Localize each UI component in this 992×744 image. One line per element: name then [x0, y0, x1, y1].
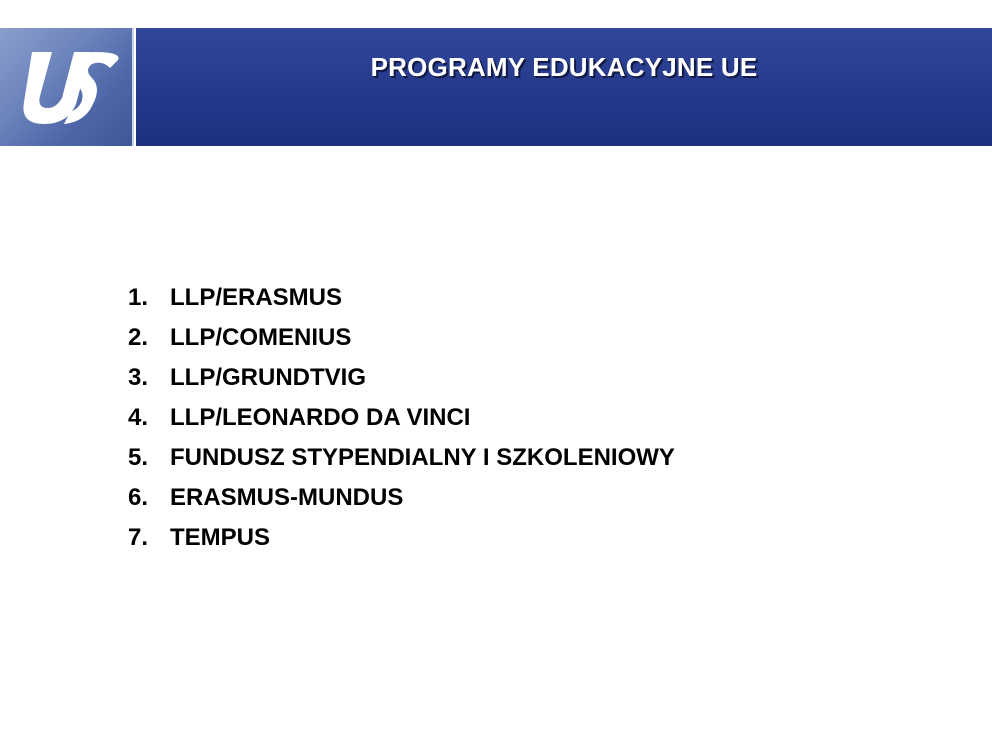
- list-item-number: 2.: [128, 324, 149, 351]
- slide-header: [0, 28, 992, 146]
- list-item: [128, 444, 675, 484]
- list-item: [128, 404, 675, 444]
- university-logo-icon: [6, 46, 124, 128]
- list-item-number: 4.: [128, 404, 149, 431]
- list-item: [128, 284, 675, 324]
- list-item-label: LLP/LEONARDO DA VINCI: [170, 404, 471, 431]
- list-item-label: FUNDUSZ STYPENDIALNY I SZKOLENIOWY: [170, 444, 675, 471]
- list-item-label: LLP/ERASMUS: [170, 284, 343, 311]
- logo: [0, 28, 134, 146]
- list-item-number: 5.: [128, 444, 149, 471]
- title-bar: [136, 28, 992, 146]
- list-item-number: 7.: [128, 524, 149, 551]
- list-item-number: 1.: [128, 284, 149, 311]
- program-list: [128, 284, 675, 564]
- list-item-label: ERASMUS-MUNDUS: [170, 484, 404, 511]
- list-item: [128, 524, 675, 564]
- list-item: [128, 364, 675, 404]
- list-item-number: 3.: [128, 364, 149, 391]
- list-item: [128, 484, 675, 524]
- list-item-number: 6.: [128, 484, 149, 511]
- list-item: [128, 324, 675, 364]
- page-title: PROGRAMY EDUKACYJNE UE: [370, 52, 758, 82]
- list-item-label: TEMPUS: [170, 524, 271, 551]
- list-item-label: LLP/COMENIUS: [170, 324, 352, 351]
- list-item-label: LLP/GRUNDTVIG: [170, 364, 366, 391]
